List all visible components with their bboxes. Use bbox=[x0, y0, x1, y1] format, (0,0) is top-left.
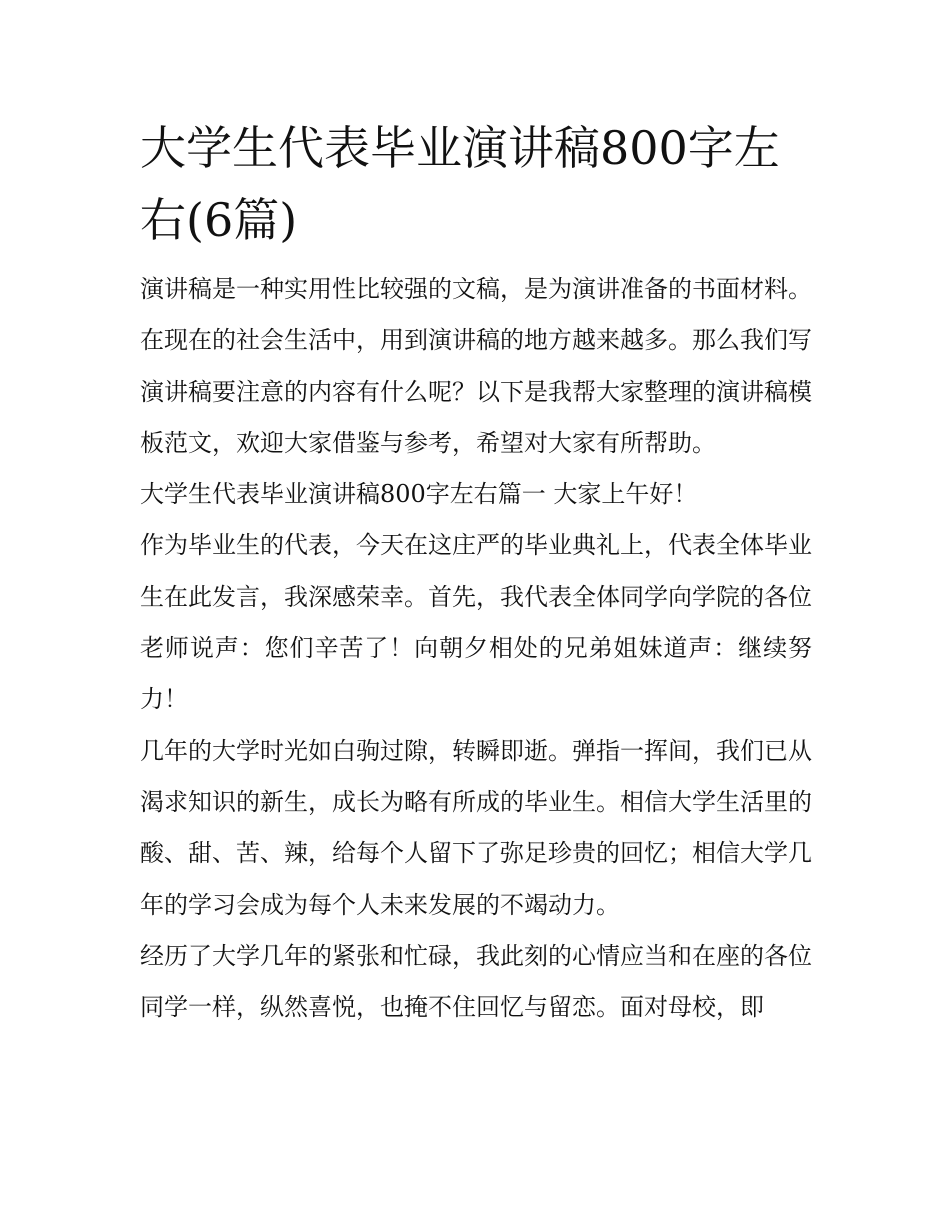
speech-paragraph: 经历了大学几年的紧张和忙碌，我此刻的心情应当和在座的各位同学一样，纵然喜悦，也掩不住回忆与留恋。面对母校，即 bbox=[140, 941, 812, 1022]
speech-paragraph: 作为毕业生的代表，今天在这庄严的毕业典礼上，代表全体毕业生在此发言，我深感荣幸。首先，我代表全体同学向学院的各位老师说声：您们辛苦了！向朝夕相处的兄弟姐妹道声：继续努力！ bbox=[140, 531, 812, 714]
section-heading-paragraph: 大学生代表毕业演讲稿800字左右篇一 大家上午好！ bbox=[140, 480, 698, 509]
document-title: 大学生代表毕业演讲稿800字左右(6篇) bbox=[140, 121, 780, 247]
speech-paragraph: 几年的大学时光如白驹过隙，转瞬即逝。弹指一挥间，我们已从渴求知识的新生，成长为略有所成的毕业生。相信大学生活里的酸、甜、苦、辣，给每个人留下了弥足珍贵的回忆；相信大学几年的学习会成为每个人未来发展的不竭动力。 bbox=[140, 736, 812, 919]
document-body bbox=[140, 112, 812, 1033]
intro-paragraph: 演讲稿是一种实用性比较强的文稿，是为演讲准备的书面材料。在现在的社会生活中，用到演讲稿的地方越来越多。那么我们写演讲稿要注意的内容有什么呢？以下是我帮大家整理的演讲稿模板范文，欢迎大家借鉴与参考，希望对大家有所帮助。 bbox=[140, 275, 812, 457]
